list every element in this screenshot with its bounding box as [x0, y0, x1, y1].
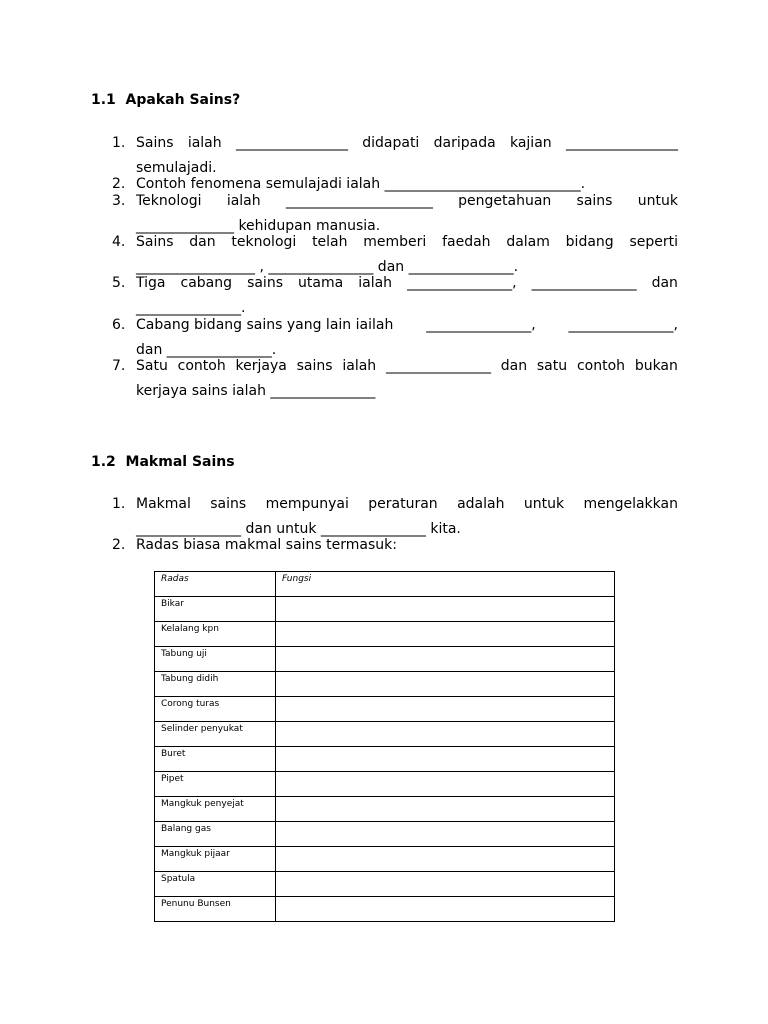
word: sains: [576, 193, 613, 209]
table-row: [155, 897, 615, 922]
fungsi-cell[interactable]: [276, 797, 615, 822]
word: dan: [651, 275, 678, 291]
word: didapati: [362, 135, 420, 151]
word: ________________: [235, 135, 348, 151]
list-number: 1.: [112, 496, 126, 512]
fungsi-cell[interactable]: [276, 897, 615, 922]
radas-cell: Penunu Bunsen: [155, 897, 276, 922]
word: dan: [189, 234, 216, 250]
list-item-text-continued: _______________.: [136, 300, 246, 316]
header-radas: Radas: [155, 572, 276, 597]
section-heading-1-2: 1.2 Makmal Sains: [91, 454, 235, 470]
list-item: [112, 533, 678, 558]
fungsi-cell[interactable]: [276, 622, 615, 647]
word: ialah: [226, 193, 261, 209]
list-item-text: [136, 230, 678, 255]
word: adalah: [457, 496, 505, 512]
table-row: [155, 872, 615, 897]
radas-cell: Buret: [155, 747, 276, 772]
word: untuk: [637, 193, 678, 209]
table-row: [155, 722, 615, 747]
word: contoh: [177, 358, 226, 374]
fungsi-cell[interactable]: [276, 672, 615, 697]
word: seperti: [629, 234, 678, 250]
fungsi-cell[interactable]: [276, 847, 615, 872]
word: Teknologi: [136, 193, 202, 209]
word: utama: [298, 275, 344, 291]
fungsi-cell[interactable]: [276, 722, 615, 747]
word: teknologi: [231, 234, 297, 250]
word: kajian: [509, 135, 552, 151]
table-header-row: [155, 572, 615, 597]
list-number: 3.: [112, 193, 126, 209]
word: peraturan: [368, 496, 438, 512]
table-row: [155, 697, 615, 722]
fungsi-cell[interactable]: [276, 822, 615, 847]
list-item-text: [136, 189, 678, 214]
word: mempunyai: [265, 496, 349, 512]
list-number: 1.: [112, 135, 126, 151]
word: _______________,: [426, 317, 536, 333]
word: Sains: [136, 234, 174, 250]
list-item-text-continued: _________________ , _______________ dan _______________.: [136, 259, 519, 275]
list-item-text-continued: ______________ kehidupan manusia.: [136, 218, 381, 234]
word: bidang: [565, 234, 614, 250]
table-row: [155, 622, 615, 647]
word: Tiga: [136, 275, 166, 291]
list-item-text: Contoh fenomena semulajadi ialah ____________________________.: [136, 176, 586, 192]
word: _______________: [385, 358, 491, 374]
fungsi-cell[interactable]: [276, 597, 615, 622]
table-row: [155, 847, 615, 872]
radas-table: [154, 571, 615, 922]
radas-cell: Tabung uji: [155, 647, 276, 672]
word: Sains: [136, 135, 174, 151]
list-item-text: [136, 271, 678, 296]
word: sains: [210, 496, 247, 512]
word: _______________: [531, 275, 637, 291]
radas-cell: Balang gas: [155, 822, 276, 847]
word: ialah: [187, 135, 222, 151]
word: untuk: [523, 496, 565, 512]
list-item-text: [136, 354, 678, 379]
radas-cell: Mangkuk penyejat: [155, 797, 276, 822]
word: memberi: [363, 234, 427, 250]
list-number: 6.: [112, 317, 126, 333]
word: Makmal: [136, 496, 191, 512]
radas-cell: Tabung didih: [155, 672, 276, 697]
list-item-text: [136, 313, 678, 338]
list-item-text: Radas biasa makmal sains termasuk:: [136, 537, 397, 553]
fungsi-cell[interactable]: [276, 647, 615, 672]
word: kerjaya: [235, 358, 287, 374]
radas-cell: Bikar: [155, 597, 276, 622]
word: ialah: [358, 275, 393, 291]
list-number: 5.: [112, 275, 126, 291]
radas-cell: Mangkuk pijaar: [155, 847, 276, 872]
word: faedah: [442, 234, 491, 250]
list-number: 2.: [112, 537, 126, 553]
word: Satu: [136, 358, 168, 374]
list-item-text-continued: dan _______________.: [136, 342, 277, 358]
table-row: [155, 672, 615, 697]
fungsi-cell[interactable]: [276, 697, 615, 722]
radas-cell: Corong turas: [155, 697, 276, 722]
header-fungsi: Fungsi: [276, 572, 615, 597]
word: ialah: [342, 358, 377, 374]
word: _____________________: [285, 193, 433, 209]
list-item-text: [136, 131, 678, 156]
word: cabang: [180, 275, 233, 291]
list-number: 2.: [112, 176, 126, 192]
word: satu: [536, 358, 568, 374]
table-row: [155, 597, 615, 622]
list-item-text: [136, 492, 678, 517]
word: dalam: [506, 234, 550, 250]
list-item-text-continued: _______________ dan untuk _______________ kita.: [136, 521, 461, 537]
table-row: [155, 747, 615, 772]
word: _______________,: [407, 275, 517, 291]
word: mengelakkan: [583, 496, 678, 512]
word: telah: [312, 234, 348, 250]
table-row: [155, 772, 615, 797]
fungsi-cell[interactable]: [276, 772, 615, 797]
table-row: [155, 797, 615, 822]
word: contoh: [576, 358, 626, 374]
word: pengetahuan: [458, 193, 552, 209]
word: bukan: [634, 358, 678, 374]
radas-cell: Selinder penyukat: [155, 722, 276, 747]
radas-cell: Spatula: [155, 872, 276, 897]
word: Cabang bidang sains yang lain iailah: [136, 317, 394, 333]
list-item-text-continued: kerjaya sains ialah _______________: [136, 383, 376, 399]
word: dan: [500, 358, 528, 374]
list-number: 4.: [112, 234, 126, 250]
list-item-text-continued: semulajadi.: [136, 160, 217, 176]
table-row: [155, 822, 615, 847]
word: sains: [247, 275, 283, 291]
fungsi-cell[interactable]: [276, 747, 615, 772]
radas-cell: Kelalang kpn: [155, 622, 276, 647]
list-number: 7.: [112, 358, 126, 374]
fungsi-cell[interactable]: [276, 872, 615, 897]
word: sains: [296, 358, 333, 374]
section-heading-1-1: 1.1 Apakah Sains?: [91, 92, 241, 108]
word: daripada: [433, 135, 496, 151]
radas-cell: Pipet: [155, 772, 276, 797]
list-item: [112, 354, 678, 404]
word: _______________,: [568, 317, 678, 333]
word: ________________: [565, 135, 678, 151]
table-row: [155, 647, 615, 672]
